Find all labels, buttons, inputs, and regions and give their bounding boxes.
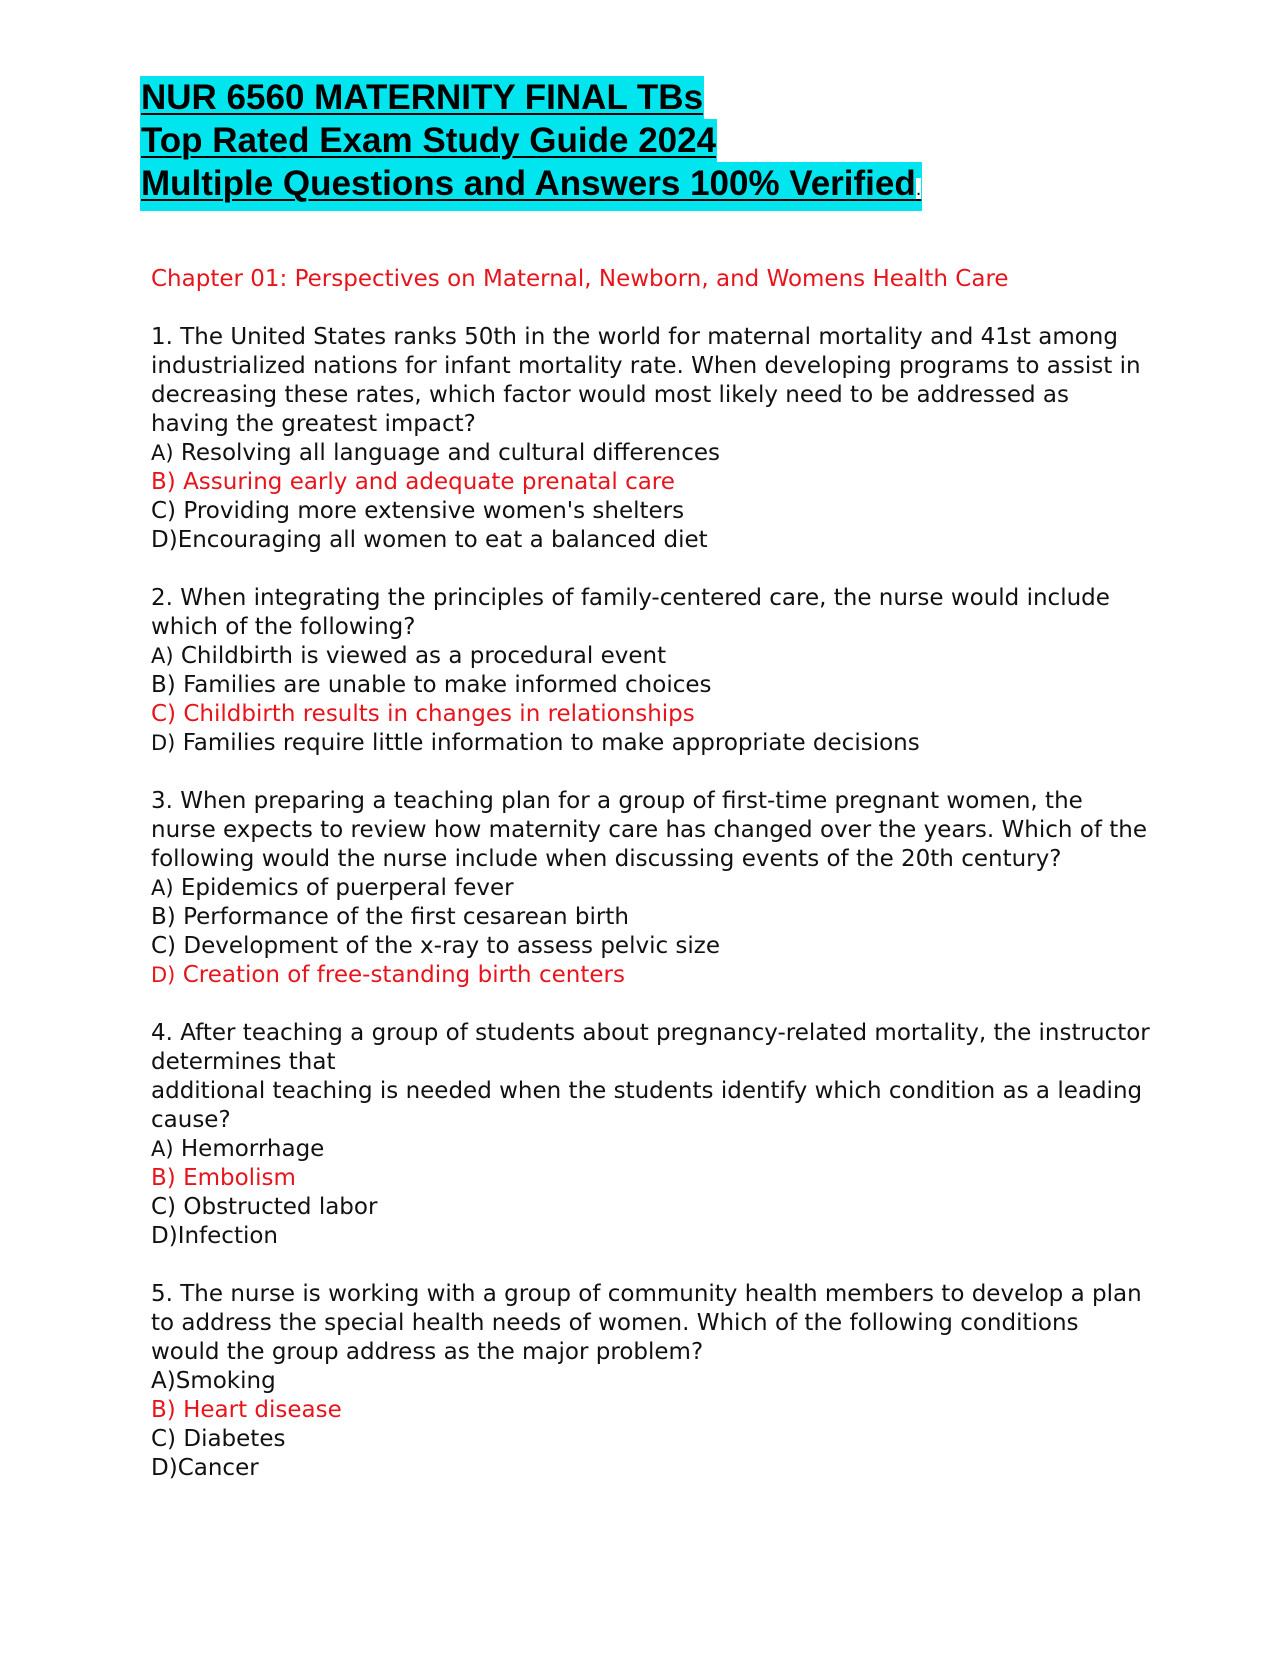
option-letter: D) <box>151 731 176 755</box>
question-3 <box>151 787 1151 990</box>
option-text: Smoking <box>175 1368 276 1394</box>
option-letter: D) <box>151 963 176 987</box>
option-letter: B) <box>151 904 176 930</box>
option-letter: A) <box>151 1137 174 1161</box>
option-text: Epidemics of puerperal fever <box>180 875 514 901</box>
option-text: Hemorrhage <box>180 1136 325 1162</box>
option-letter: C) <box>151 701 177 727</box>
option-text: Diabetes <box>183 1426 286 1452</box>
option-letter: C) <box>151 1426 177 1452</box>
option-text: Encouraging all women to eat a balanced diet <box>177 527 708 553</box>
title-line-2: Top Rated Exam Study Guide 2024 <box>141 121 717 160</box>
question-stem: 3. When preparing a teaching plan for a group of first-time pregnant women, the nurse expects to review how maternity care has changed over the years. Which of the following would the nurse include when discussing events of the 20th century? <box>151 788 1148 872</box>
option-d <box>151 1222 1151 1251</box>
option-b <box>151 671 1151 700</box>
option-c <box>151 932 1151 961</box>
option-text: Families require little information to make appropriate decisions <box>182 730 920 756</box>
option-b <box>151 903 1151 932</box>
option-letter: A) <box>151 644 174 668</box>
option-letter: A) <box>151 876 174 900</box>
option-letter: C) <box>151 1194 177 1220</box>
option-text: Infection <box>177 1223 278 1249</box>
option-d <box>151 729 1151 758</box>
option-text: Performance of the first cesarean birth <box>183 904 629 930</box>
option-c <box>151 1425 1151 1454</box>
option-text: Families are unable to make informed choices <box>183 672 712 698</box>
document-title <box>140 76 922 211</box>
option-letter: D) <box>151 1223 178 1249</box>
option-text: Obstructed labor <box>183 1194 378 1220</box>
question-stem: 5. The nurse is working with a group of community health members to develop a plan to address the special health needs of women. Which of the following conditions would the group address as the major problem? <box>151 1281 1142 1365</box>
option-text: Embolism <box>183 1165 296 1191</box>
title-line-3-suffix: . <box>915 178 922 200</box>
question-stem-continued: additional teaching is needed when the students identify which condition as a leading cause? <box>151 1078 1143 1133</box>
option-text: Development of the x-ray to assess pelvic size <box>183 933 721 959</box>
option-a <box>151 1135 1151 1164</box>
option-b-correct-answer <box>151 1396 1151 1425</box>
option-letter: D) <box>151 527 178 553</box>
option-b-correct-answer <box>151 1164 1151 1193</box>
question-2 <box>151 584 1151 758</box>
document-body <box>151 265 1151 1512</box>
option-a <box>151 439 1151 468</box>
option-text: Assuring early and adequate prenatal care <box>183 469 675 495</box>
option-d <box>151 526 1151 555</box>
option-text: Heart disease <box>183 1397 342 1423</box>
title-line-3-text: Multiple Questions and Answers 100% Verified <box>141 164 916 203</box>
question-stem: 2. When integrating the principles of family-centered care, the nurse would include which of the following? <box>151 585 1110 640</box>
option-d-correct-answer <box>151 961 1151 990</box>
option-c <box>151 497 1151 526</box>
option-text: Childbirth results in changes in relationships <box>183 701 695 727</box>
option-c-correct-answer <box>151 700 1151 729</box>
option-letter: B) <box>151 672 176 698</box>
option-text: Creation of free-standing birth centers <box>182 962 625 988</box>
option-letter: A) <box>151 1368 176 1394</box>
option-text: Cancer <box>177 1455 259 1481</box>
option-d <box>151 1454 1151 1483</box>
question-stem: 4. After teaching a group of students about pregnancy-related mortality, the instructor determines that <box>151 1020 1150 1075</box>
title-line-3 <box>140 162 922 211</box>
option-a <box>151 642 1151 671</box>
option-letter: C) <box>151 498 177 524</box>
option-letter: B) <box>151 1165 176 1191</box>
chapter-heading: Chapter 01: Perspectives on Maternal, Newborn, and Womens Health Care <box>151 266 1009 292</box>
option-letter: B) <box>151 1397 176 1423</box>
option-letter: B) <box>151 469 176 495</box>
option-c <box>151 1193 1151 1222</box>
option-a <box>151 1367 1151 1396</box>
option-text: Childbirth is viewed as a procedural event <box>180 643 667 669</box>
title-line-1: NUR 6560 MATERNITY FINAL TBs <box>141 78 704 117</box>
option-text: Resolving all language and cultural differences <box>180 440 720 466</box>
option-text: Providing more extensive women's shelters <box>183 498 685 524</box>
option-letter: A) <box>151 441 174 465</box>
question-stem: 1. The United States ranks 50th in the world for maternal mortality and 41st among industrialized nations for infant mortality rate. When developing programs to assist in decreasing these rates, which factor would most likely need to be addressed as having the greatest impact? <box>151 324 1141 437</box>
question-1 <box>151 323 1151 555</box>
question-4 <box>151 1019 1151 1251</box>
option-b-correct-answer <box>151 468 1151 497</box>
question-5 <box>151 1280 1151 1483</box>
option-a <box>151 874 1151 903</box>
option-letter: D) <box>151 1455 178 1481</box>
option-letter: C) <box>151 933 177 959</box>
